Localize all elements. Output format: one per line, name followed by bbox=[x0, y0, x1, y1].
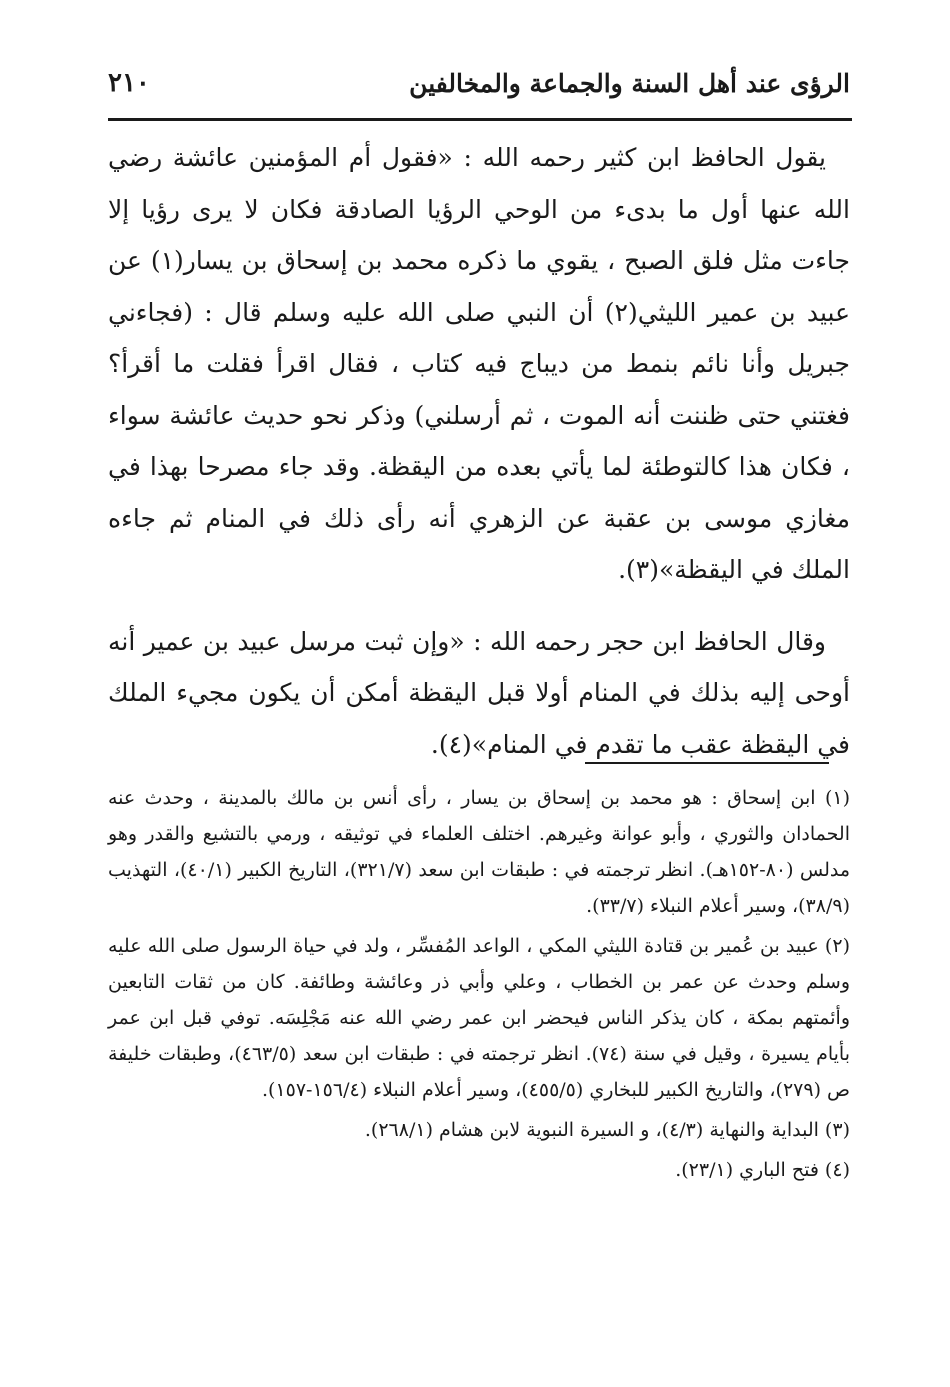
footnote-divider bbox=[585, 762, 829, 764]
footnote-4: (٤) فتح الباري (٢٣/١). bbox=[675, 1159, 850, 1181]
paragraph-ibn-hajar-quote: وقال الحافظ ابن حجر رحمه الله : «وإن ثبت مرسل عبيد بن عمير أنه أوحى إليه بذلك في المنام أولا قبل اليقظة أمكن أن يكون مجيء الملك في اليقظة عقب ما تقدم في المنام»(٤). bbox=[108, 626, 850, 759]
paragraph-ibn-kathir-quote: يقول الحافظ ابن كثير رحمه الله : «فقول أم المؤمنين عائشة رضي الله عنها أول ما بدىء من الوحي الرؤيا الصادقة فكان لا يرى رؤيا إلا جاءت مثل فلق الصبح ، يقوي ما ذكره محمد بن إسحاق بن يسار(١) عن عبيد بن عمير الليثي(٢) أن النبي صلى الله عليه وسلم قال : (فجاءني جبريل وأنا نائم بنمط من ديباج فيه كتاب ، فقال اقرأ فقلت ما أقرأ؟ فغتني حتى ظننت أنه الموت ، ثم أرسلني) وذكر نحو حديث عائشة سواء ، فكان هذا كالتوطئة لما يأتي بعده من اليقظة. وقد جاء مصرحا بهذا في مغازي موسى بن عقبة عن الزهري أنه رأى ذلك في المنام ثم جاءه الملك في اليقظة»(٣). bbox=[108, 143, 850, 584]
running-title: الرؤى عند أهل السنة والجماعة والمخالفين bbox=[409, 68, 850, 98]
main-text bbox=[108, 132, 850, 770]
footnote-2: (٢) عبيد بن عُمير بن قتادة الليثي المكي ، الواعد المُفسِّر ، ولد في حياة الرسول صلى الله عليه وسلم وحدث عن عمر بن الخطاب ، وعلي وأبي ذر وعائشة وطائفة. كان من ثقات التابعين وأئمتهم بمكة ، كان يذكر الناس فيحضر ابن عمر رضي الله عنه مَجْلِسَه. توفي قبل ابن عمر بأيام يسيرة ، وقيل في سنة (٧٤). انظر ترجمته في : طبقات ابن سعد (٤٦٣/٥)، وطبقات خليفة ص (٢٧٩)، والتاريخ الكبير للبخاري (٤٥٥/٥)، وسير أعلام النبلاء (١٥٦/٤-١٥٧). bbox=[108, 935, 850, 1101]
header-divider bbox=[108, 118, 852, 121]
footnotes bbox=[108, 780, 850, 1188]
page-header bbox=[108, 62, 850, 104]
page-number: ٢١٠ bbox=[108, 68, 150, 98]
footnote-3: (٣) البداية والنهاية (٤/٣)، و السيرة النبوية لابن هشام (٢٦٨/١). bbox=[364, 1119, 850, 1141]
footnote-1: (١) ابن إسحاق : هو محمد بن إسحاق بن يسار ، رأى أنس بن مالك بالمدينة ، وحدث عنه الحمادان والثوري ، وأبو عوانة وغيرهم. اختلف العلماء في توثيقه ، ورمي بالتشيع والقدر وهو مدلس (٨٠-١٥٢هـ). انظر ترجمته في : طبقات ابن سعد (٣٢١/٧)، التاريخ الكبير (٤٠/١)، التهذيب (٣٨/٩)، وسير أعلام النبلاء (٣٣/٧). bbox=[108, 787, 851, 917]
